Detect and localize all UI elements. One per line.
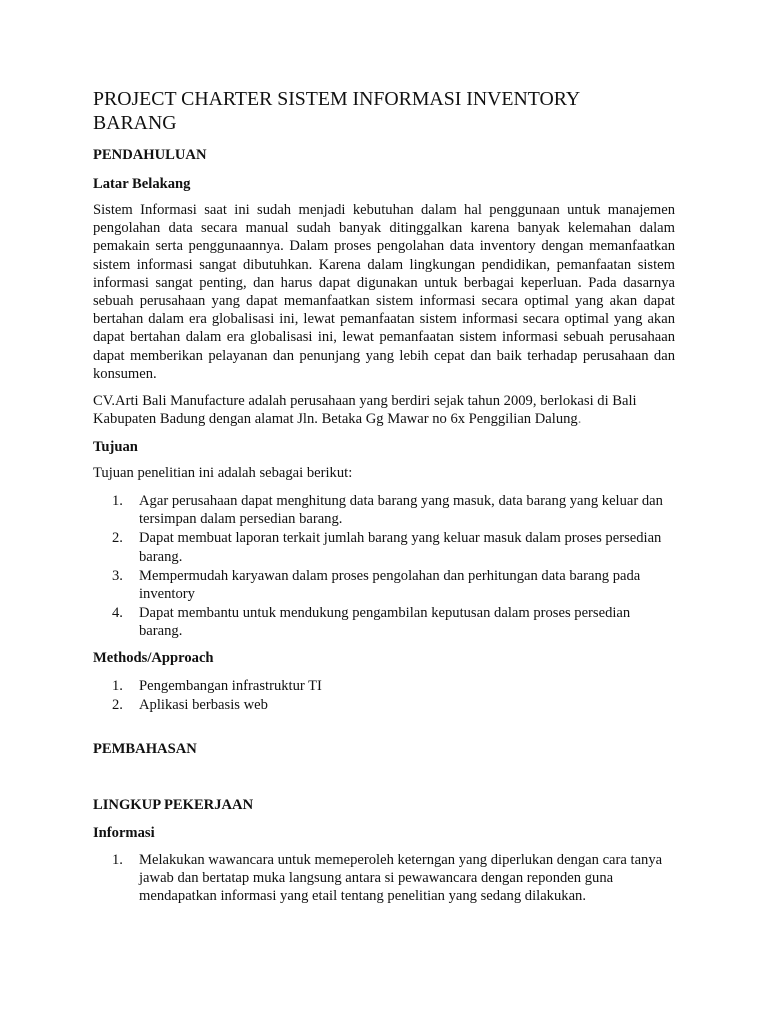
list-item-text: Aplikasi berbasis web	[139, 697, 268, 714]
list-item-text: Agar perusahaan dapat menghitung data barang yang masuk, data barang yang keluar dan tersimpan dalam persedian barang.	[139, 493, 663, 528]
tujuan-list	[93, 492, 675, 642]
list-item-number: 1.	[112, 678, 123, 694]
list-item-text: Pengembangan infrastruktur TI	[139, 678, 322, 694]
list-item	[93, 604, 675, 640]
list-item-number: 2.	[112, 697, 123, 714]
heading-informasi: Informasi	[93, 825, 155, 841]
list-item-text: Mempermudah karyawan dalam proses pengolahan dan perhitungan data barang pada inventory	[139, 567, 641, 603]
list-item-number: 3.	[112, 567, 123, 584]
informasi-list	[93, 851, 675, 907]
list-item-number: 1.	[112, 493, 123, 509]
heading-pembahasan: PEMBAHASAN	[93, 741, 197, 757]
latar-belakang-paragraph: Sistem Informasi saat ini sudah menjadi kebutuhan dalam hal penggunaan untuk manajemen pengolahan data secara manual sudah banyak ditinggalkan karena banyak kelemahan dalam pemakain serta penggunaannya. Dalam proses pengolahan data inventory dengan memanfaatkan sistem informasi sangat dibutuhkan. Karena dalam lingkungan pendidikan, pemanfaatan sistem informasi sangat penting, dan harus dapat digunakan untuk berbagai keperluan. Pada dasarnya sebuah perusahaan yang dapat memanfaatkan sistem informasi secara optimal yang akan dapat bertahan dalam era globalisasi ini, lewat pemanfaatan sistem informasi secara optimal yang akan dapat bertahan dalam era globalisasi ini, lewat pemanfaatan sistem informasi sebuah perusahaan dapat memberikan pelayanan dan penunjang yang lebih cepat dan baik terhadap perusahaan dan konsumen.	[93, 202, 675, 382]
heading-tujuan: Tujuan	[93, 439, 138, 455]
list-item-text: Melakukan wawancara untuk memeperoleh keterngan yang diperlukan dengan cara tanya jawab dan bertatap muka langsung antara si pewawancara dengan reponden guna mendapatkan informasi yang etail tentang penelitian yang sedang dilakukan.	[139, 852, 663, 905]
list-item	[93, 567, 675, 603]
list-item	[93, 677, 675, 695]
heading-pendahuluan: PENDAHULUAN	[93, 147, 207, 163]
methods-list	[93, 677, 675, 715]
list-item	[93, 851, 675, 906]
company-text: CV.Arti Bali Manufacture adalah perusahaan yang berdiri sejak tahun 2009, berlokasi di Bali Kabupaten Badung dengan alamat Jln. Betaka Gg Mawar no 6x Penggilian Dalung	[93, 393, 637, 428]
list-item	[93, 696, 675, 714]
heading-lingkup-pekerjaan: LINGKUP PEKERJAAN	[93, 797, 254, 813]
tujuan-intro: Tujuan penelitian ini adalah sebagai berikut:	[93, 465, 353, 481]
heading-methods: Methods/Approach	[93, 650, 214, 666]
list-item-number: 2.	[112, 530, 123, 547]
list-item-number: 1.	[112, 852, 123, 868]
heading-latar-belakang: Latar Belakang	[93, 176, 191, 192]
list-item	[93, 492, 675, 528]
list-item	[93, 529, 675, 565]
list-item-number: 4.	[112, 605, 123, 622]
list-item-text: Dapat membantu untuk mendukung pengambilan keputusan dalam proses persedian barang.	[139, 605, 631, 640]
document-title: PROJECT CHARTER SISTEM INFORMASI INVENTORY BARANG	[93, 88, 580, 134]
list-item-text: Dapat membuat laporan terkait jumlah barang yang keluar masuk dalam proses persedian barang.	[139, 530, 662, 565]
company-paragraph: CV.Arti Bali Manufacture adalah perusahaan yang berdiri sejak tahun 2009, berlokasi di Bali Kabupaten Badung dengan alamat Jln. Betaka Gg Mawar no 6x Penggilian Dalung.	[93, 393, 637, 428]
